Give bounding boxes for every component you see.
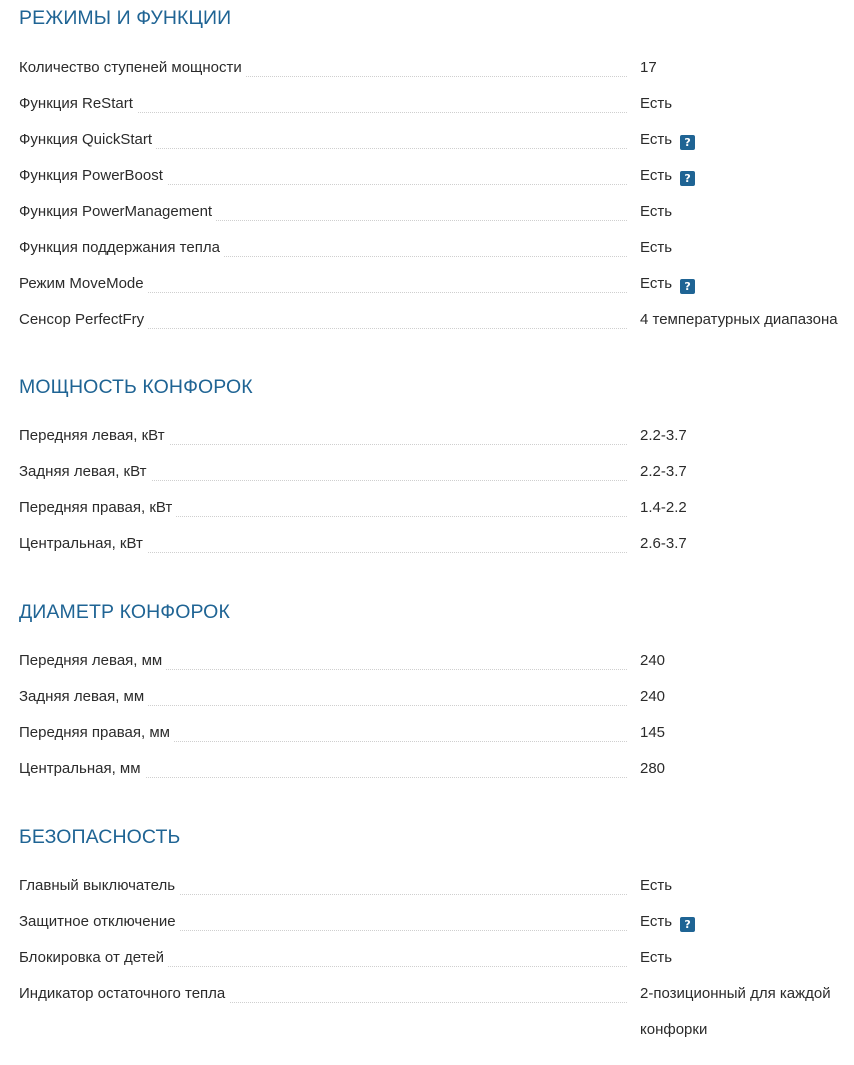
spec-list bbox=[19, 418, 854, 562]
spec-row bbox=[19, 266, 854, 302]
spec-row bbox=[19, 679, 854, 715]
spec-value: 17 bbox=[640, 59, 657, 76]
spec-value: Есть ? bbox=[640, 266, 854, 302]
spec-value: 2-позиционный для каждой конфорки bbox=[640, 985, 831, 1038]
section-modes-functions bbox=[19, 3, 854, 328]
spec-label: Передняя правая, мм bbox=[19, 715, 174, 751]
section-title: РЕЖИМЫ И ФУНКЦИИ bbox=[19, 7, 232, 29]
spec-row bbox=[19, 454, 854, 490]
spec-row bbox=[19, 50, 854, 86]
spec-label: Функция ReStart bbox=[19, 86, 137, 122]
spec-row bbox=[19, 940, 854, 976]
spec-value: 240 bbox=[640, 688, 666, 705]
spec-row bbox=[19, 526, 854, 562]
spec-label: Функция PowerBoost bbox=[19, 158, 167, 194]
spec-label: Передняя левая, кВт bbox=[19, 418, 169, 454]
spec-value: Есть bbox=[640, 203, 673, 220]
section-title: МОЩНОСТЬ КОНФОРОК bbox=[19, 376, 253, 398]
spec-value: 1.4-2.2 bbox=[640, 499, 687, 516]
spec-row bbox=[19, 490, 854, 526]
spec-value: 240 bbox=[640, 652, 666, 669]
spec-value: Есть ? bbox=[640, 904, 854, 940]
spec-row bbox=[19, 751, 854, 787]
spec-label: Сенсор PerfectFry bbox=[19, 302, 148, 338]
help-icon[interactable]: ? bbox=[680, 917, 695, 932]
spec-label: Задняя левая, кВт bbox=[19, 454, 151, 490]
spec-row bbox=[19, 976, 854, 1048]
spec-label: Центральная, кВт bbox=[19, 526, 147, 562]
spec-label: Функция PowerManagement bbox=[19, 194, 216, 230]
spec-label: Главный выключатель bbox=[19, 868, 179, 904]
spec-list bbox=[19, 50, 854, 338]
spec-label: Функция QuickStart bbox=[19, 122, 156, 158]
section-burner-power bbox=[19, 372, 854, 552]
spec-label: Режим MoveMode bbox=[19, 266, 148, 302]
spec-row bbox=[19, 868, 854, 904]
spec-label: Количество ступеней мощности bbox=[19, 50, 246, 86]
section-title: ДИАМЕТР КОНФОРОК bbox=[19, 601, 230, 623]
spec-label: Защитное отключение bbox=[19, 904, 180, 940]
spec-row bbox=[19, 122, 854, 158]
spec-value: Есть bbox=[640, 95, 673, 112]
spec-value: 2.2-3.7 bbox=[640, 427, 687, 444]
spec-value: Есть bbox=[640, 239, 673, 256]
spec-value: Есть ? bbox=[640, 158, 854, 194]
spec-row bbox=[19, 302, 854, 338]
spec-value: 280 bbox=[640, 760, 666, 777]
spec-row bbox=[19, 418, 854, 454]
spec-value: Есть bbox=[640, 949, 673, 966]
spec-label: Задняя левая, мм bbox=[19, 679, 148, 715]
spec-list bbox=[19, 643, 854, 787]
spec-label: Передняя правая, кВт bbox=[19, 490, 176, 526]
spec-value: Есть ? bbox=[640, 122, 854, 158]
spec-list bbox=[19, 868, 854, 1048]
spec-label: Передняя левая, мм bbox=[19, 643, 166, 679]
help-icon[interactable]: ? bbox=[680, 135, 695, 150]
spec-value: 145 bbox=[640, 724, 666, 741]
spec-row bbox=[19, 86, 854, 122]
spec-value: 2.2-3.7 bbox=[640, 463, 687, 480]
spec-row bbox=[19, 643, 854, 679]
section-title: БЕЗОПАСНОСТЬ bbox=[19, 826, 181, 848]
spec-row bbox=[19, 904, 854, 940]
spec-row bbox=[19, 230, 854, 266]
spec-row bbox=[19, 194, 854, 230]
spec-value: 2.6-3.7 bbox=[640, 535, 687, 552]
spec-value: 4 температурных диапазона bbox=[640, 311, 838, 328]
help-icon[interactable]: ? bbox=[680, 171, 695, 186]
help-icon[interactable]: ? bbox=[680, 279, 695, 294]
spec-label: Блокировка от детей bbox=[19, 940, 168, 976]
spec-label: Индикатор остаточного тепла bbox=[19, 976, 229, 1012]
spec-label: Функция поддержания тепла bbox=[19, 230, 224, 266]
spec-label: Центральная, мм bbox=[19, 751, 145, 787]
section-safety bbox=[19, 822, 854, 1038]
spec-row bbox=[19, 158, 854, 194]
section-burner-diameter bbox=[19, 597, 854, 777]
spec-row bbox=[19, 715, 854, 751]
spec-value: Есть bbox=[640, 877, 673, 894]
